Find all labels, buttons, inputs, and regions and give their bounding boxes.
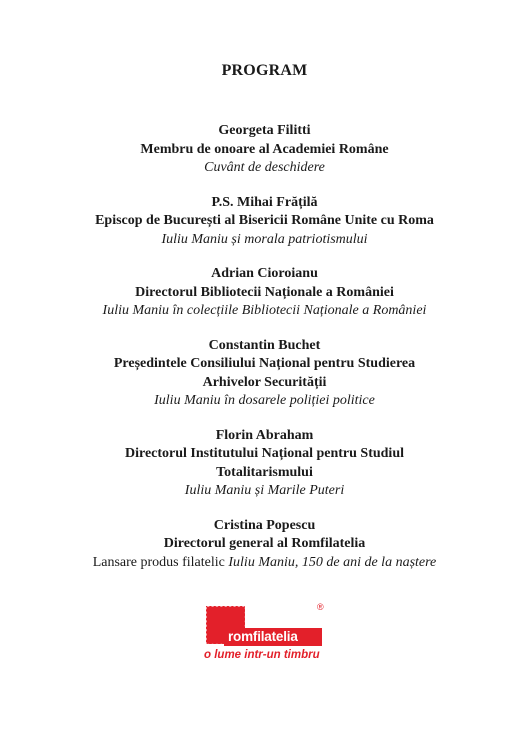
brand-name: romfilatelia: [228, 629, 298, 644]
talk-title: Cuvânt de deschidere: [204, 160, 325, 175]
talk-title-plain: Lansare produs filatelic: [92, 554, 229, 570]
program-entry: [0, 122, 529, 178]
speaker-role: Membru de onoare al Academiei Române: [140, 141, 389, 157]
program-entry: [0, 427, 529, 501]
registered-mark: ®: [317, 602, 324, 612]
speaker-name: P.S. Mihai Frățilă: [211, 194, 318, 210]
talk-title: Iuliu Maniu în colecțiile Bibliotecii Naționale a României: [102, 303, 427, 318]
program-entry: [0, 337, 529, 411]
speaker-name: Adrian Cioroianu: [211, 266, 318, 281]
talk-title: [0, 554, 529, 573]
program-list: [0, 122, 529, 588]
speaker-role: Directorul Bibliotecii Naționale a României: [135, 284, 394, 300]
speaker-role: Directorul general al Romfilatelia: [163, 536, 366, 551]
speaker-name: Georgeta Filitti: [218, 123, 311, 138]
page-title: PROGRAM: [221, 62, 308, 79]
program-entry: [0, 517, 529, 573]
talk-title: Iuliu Maniu în dosarele poliției politice: [154, 393, 375, 408]
speaker-role: Directorul Institutului Național pentru Studiul: [124, 446, 404, 461]
brand-tagline: o lume intr-un timbru: [204, 649, 320, 661]
talk-title: Iuliu Maniu și morala patriotismului: [161, 231, 368, 247]
program-entry: [0, 194, 529, 250]
program-entry: [0, 265, 529, 321]
speaker-name: Cristina Popescu: [213, 517, 316, 533]
romfilatelia-logo: [204, 604, 328, 672]
speaker-role: Totalitarismului: [216, 464, 313, 480]
speaker-name: Florin Abraham: [215, 427, 314, 443]
speaker-role: Președintele Consiliului Național pentru Studierea: [113, 356, 416, 371]
talk-title-italic: Iuliu Maniu, 150 de ani de la naștere: [228, 554, 437, 570]
speaker-name: Constantin Buchet: [208, 337, 321, 353]
speaker-role: Arhivelor Securității: [202, 374, 327, 390]
speaker-role: Episcop de București al Bisericii Române Unite cu Roma: [95, 213, 434, 228]
talk-title: Iuliu Maniu și Marile Puteri: [184, 483, 345, 498]
